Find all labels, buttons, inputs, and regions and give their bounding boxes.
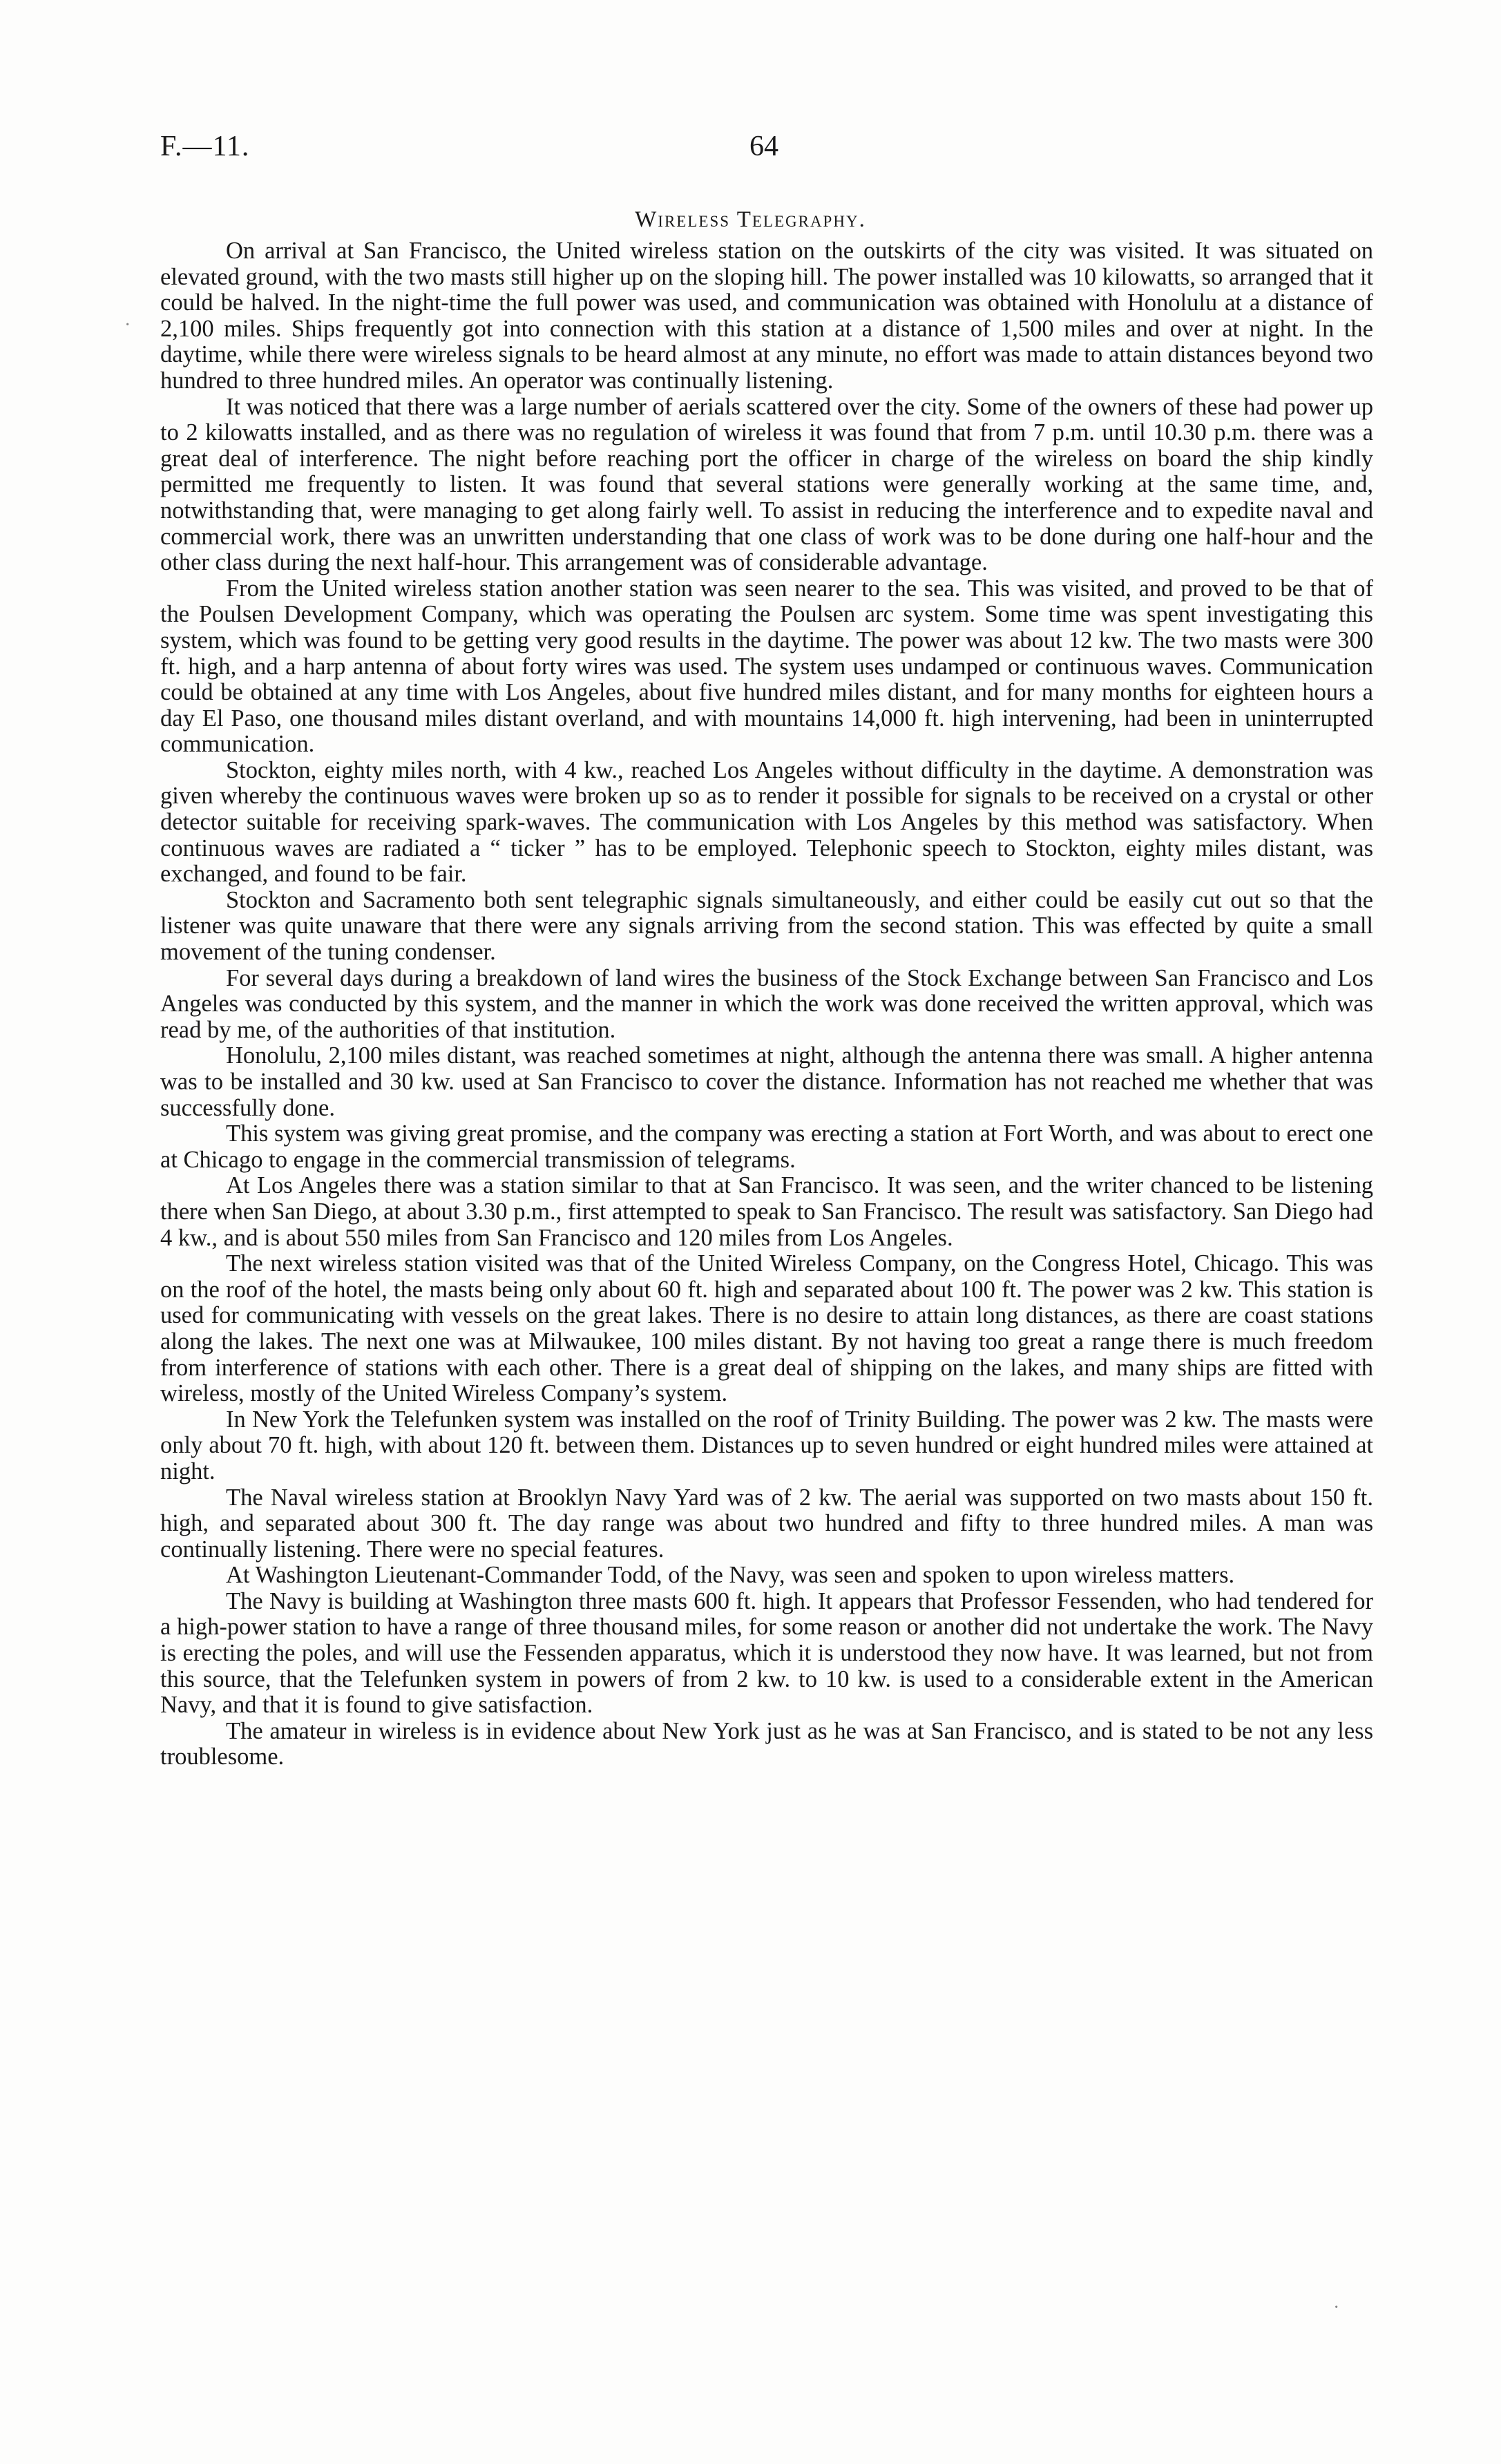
document-reference: F.—11.: [160, 131, 250, 162]
paragraph: For several days during a breakdown of land wires the business of the Stock Exchange between San Francisco and Los Angeles was conducted by this system, and the manner in which the work was done received the written approval, which was read by me, of the authorities of that institution.: [160, 964, 1373, 1043]
paragraph: At Los Angeles there was a station similar to that at San Francisco. It was seen, and the writer chanced to be listening there when San Diego, at about 3.30 p.m., first attempted to speak to San Francisco. The result was satisfactory. San Diego had 4 kw., and is about 550 miles from San Francisco and 120 miles from Los Angeles.: [160, 1172, 1373, 1251]
paragraph: The amateur in wireless is in evidence about New York just as he was at San Francisco, and is stated to be not any less troublesome.: [160, 1717, 1373, 1770]
paragraph: The next wireless station visited was that of the United Wireless Company, on the Congress Hotel, Chicago. This was on the roof of the hotel, the masts being only about 60 ft. high and separated about 100 ft. The power was 2 kw. This station is used for communicating with vessels on the great lakes. There is no desire to attain long distances, as there are coast stations along the lakes. The next one was at Milwaukee, 100 miles distant. By not having too great a range there is much freedom from interference of stations with each other. There is a great deal of shipping on the lakes, and many ships are fitted with wireless, mostly of the United Wireless Company’s system.: [160, 1250, 1373, 1407]
scan-speck: ·: [1333, 2297, 1340, 2318]
paragraph: At Washington Lieutenant-Commander Todd, of the Navy, was seen and spoken to upon wireless matters.: [226, 1562, 1235, 1589]
paragraph: Honolulu, 2,100 miles distant, was reached sometimes at night, although the antenna there was small. A higher antenna was to be installed and 30 kw. used at San Francisco to cover the distance. Information has not reached me whether that was successfully done.: [160, 1042, 1373, 1121]
paragraph: The Naval wireless station at Brooklyn Navy Yard was of 2 kw. The aerial was supported on two masts about 150 ft. high, and separated about 300 ft. The day range was about two hundred and fifty to three hundred miles. A man was continually listening. There were no special features.: [160, 1484, 1373, 1563]
paragraph: From the United wireless station another station was seen nearer to the sea. This was visited, and proved to be that of the Poulsen Development Company, which was operating the Poulsen arc system. Some time was spent investigating this system, which was found to be getting very good results in the daytime. The power was about 12 kw. The two masts were 300 ft. high, and a harp antenna of about forty wires was used. The system uses undamped or continuous waves. Communication could be obtained at any time with Los Angeles, about five hundred miles distant, and for many months for eighteen hours a day El Paso, one thousand miles distant overland, and with mountains 14,000 ft. high intervening, had been in uninterrupted communication.: [160, 575, 1373, 758]
page-header: [160, 130, 1376, 171]
body-text: [160, 238, 1373, 1770]
paragraph: Stockton, eighty miles north, with 4 kw., reached Los Angeles without difficulty in the daytime. A demonstration was given whereby the continuous waves were broken up so as to render it possible for signals to be received on a crystal or other detector suitable for receiving spark-waves. The communication with Los Angeles by this method was satisfactory. When continuous waves are radiated a “ ticker ” has to be employed. Telephonic speech to Stockton, eighty miles distant, was exchanged, and found to be fair.: [160, 756, 1373, 888]
paragraph: Stockton and Sacramento both sent telegraphic signals simultaneously, and either could be easily cut out so that the listener was quite unaware that there were any signals arriving from the second station. This was effected by quite a small movement of the tuning condenser.: [160, 886, 1373, 966]
scan-speck: ·: [124, 314, 131, 336]
page-number: 64: [749, 131, 778, 162]
paragraph: The Navy is building at Washington three masts 600 ft. high. It appears that Professor Fessenden, who had tendered for a high-power station to have a range of three thousand miles, for some reason or another did not undertake the work. The Navy is erecting the poles, and will use the Fessenden apparatus, which it is understood they now have. It was learned, but not from this source, that the Telefunken system in powers of from 2 kw. to 10 kw. is used to a considerable extent in the American Navy, and that it is found to give satisfaction.: [160, 1587, 1373, 1719]
section-title: Wireless Telegraphy.: [635, 207, 866, 232]
paragraph: In New York the Telefunken system was installed on the roof of Trinity Building. The power was 2 kw. The masts were only about 70 ft. high, with about 120 ft. between them. Distances up to seven hundred or eight hundred miles were attained at night.: [160, 1406, 1373, 1484]
paragraph: On arrival at San Francisco, the United wireless station on the outskirts of the city was visited. It was situated on elevated ground, with the two masts still higher up on the sloping hill. The power installed was 10 kilowatts, so arranged that it could be halved. In the night-time the full power was used, and communication was obtained with Honolulu at a distance of 2,100 miles. Ships frequently got into connection with this station at a distance of 1,500 miles and over at night. In the daytime, while there were wireless signals to be heard almost at any minute, no effort was made to attain distances beyond two hundred to three hundred miles. An operator was continually listening.: [160, 238, 1373, 394]
paragraph: This system was giving great promise, and the company was erecting a station at Fort Worth, and was about to erect one at Chicago to engage in the commercial transmission of telegrams.: [160, 1120, 1373, 1173]
paragraph: It was noticed that there was a large number of aerials scattered over the city. Some of the owners of these had power up to 2 kilowatts installed, and as there was no regulation of wireless it was found that from 7 p.m. until 10.30 p.m. there was a great deal of interference. The night before reaching port the officer in charge of the wireless on board the ship kindly permitted me frequently to listen. It was found that several stations were generally working at the same time, and, notwithstanding that, were managing to get along fairly well. To assist in reducing the interference and to expedite naval and commercial work, there was an unwritten understanding that one class of work was to be done during one half-hour and the other class during the next half-hour. This arrangement was of considerable advantage.: [160, 393, 1373, 576]
